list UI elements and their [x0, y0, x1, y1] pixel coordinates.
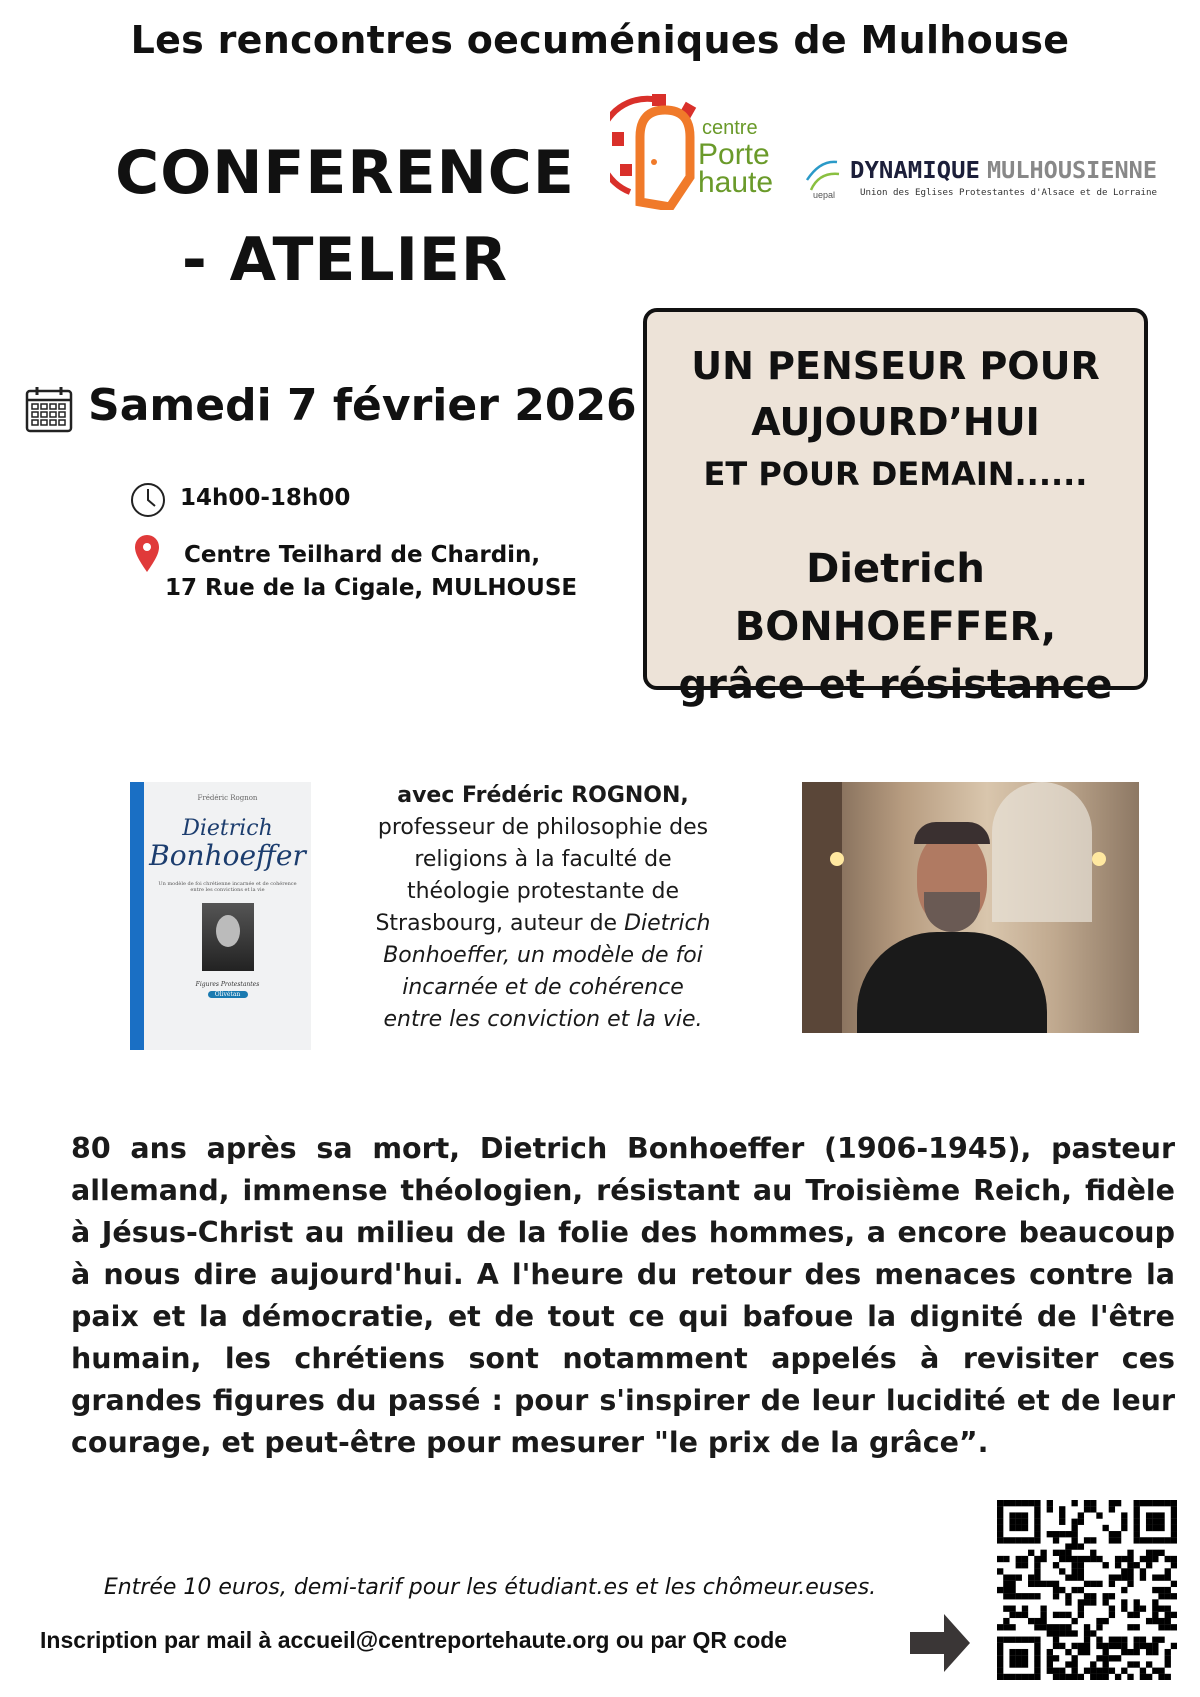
arrow-right-icon — [910, 1612, 972, 1674]
location-pin-icon — [134, 535, 160, 577]
theme-line1: UN PENSEUR POUR — [691, 344, 1100, 388]
address-line1: Centre Teilhard de Chardin, — [184, 542, 541, 568]
svg-text:uepal: uepal — [813, 190, 836, 200]
speaker-bio — [375, 780, 711, 1036]
registration-qr-code[interactable] — [997, 1500, 1177, 1680]
dynamique-mulhousienne-logo — [805, 150, 1165, 205]
fee-info: Entrée 10 euros, demi-tarif pour les étudiant.es et les chômeur.euses. — [103, 1575, 877, 1600]
clock-icon — [130, 482, 166, 522]
speaker-name: avec Frédéric ROGNON, — [397, 783, 689, 808]
book-cover-image: Frédéric Rognon Dietrich Bonhoeffer Un modèle de foi chrétienne incarnée et de cohérence entre les convictions et la vie Figures Protestantes Olivétan — [130, 782, 311, 1050]
speaker-description: professeur de philosophie des religions à la faculté de théologie protestante de Strasbourg, auteur de — [375, 815, 709, 936]
event-type-line1: CONFERENCE — [115, 138, 575, 208]
bonhoeffer-portrait-image — [202, 903, 254, 971]
event-type-line2: - ATELIER — [181, 225, 509, 295]
event-time: 14h00-18h00 — [180, 485, 351, 511]
uepal-swoosh-icon — [805, 150, 1165, 205]
theme-line2: AUJOURD’HUI — [751, 400, 1040, 444]
centre-porte-haute-logo — [610, 92, 780, 210]
svg-text:Porte: Porte — [698, 138, 770, 171]
gear-door-icon — [610, 92, 780, 210]
svg-text:haute: haute — [698, 166, 774, 199]
calendar-icon — [25, 385, 73, 437]
theme-box — [643, 308, 1148, 708]
svg-text:DYNAMIQUE: DYNAMIQUE — [850, 158, 980, 184]
svg-text:centre: centre — [702, 117, 758, 139]
event-description: 80 ans après sa mort, Dietrich Bonhoeffer (1906-1945), pasteur allemand, immense théologien, résistant au Troisième Reich, fidèle à Jésus-Christ au milieu de la folie des hommes, a encore beaucoup à nous dire aujourd'hui. A l'heure du retour des menaces contre la paix et la démocratie, et de tout ce qui bafoue la dignité de l'être humain, les chrétiens sont notamment appelés à revisiter ces grandes figures du passé : pour s'inspirer de leur lucidité et de leur courage, et peut-être pour mesurer "le prix de la grâce”. — [71, 1132, 1175, 1459]
theme-line3: ET POUR DEMAIN...... — [703, 455, 1088, 493]
speaker-book-title: Dietrich Bonhoeffer, un modèle de foi incarnée et de cohérence entre les conviction et la vie. — [383, 911, 711, 1032]
registration-info: Inscription par mail à accueil@centreportehaute.org ou par QR code — [40, 1627, 788, 1653]
event-series-title: Les rencontres oecuméniques de Mulhouse — [130, 18, 1070, 62]
event-date: Samedi 7 février 2026 — [88, 380, 637, 431]
svg-text:Union des Eglises Protestantes: Union des Eglises Protestantes d'Alsace et de Lorraine — [860, 188, 1157, 198]
theme-line5: grâce et résistance — [678, 662, 1113, 708]
svg-text:MULHOUSIENNE: MULHOUSIENNE — [987, 158, 1157, 184]
address-line2: 17 Rue de la Cigale, MULHOUSE — [165, 575, 578, 601]
speaker-photo — [802, 782, 1139, 1033]
theme-line4: Dietrich BONHOEFFER, — [734, 546, 1057, 650]
